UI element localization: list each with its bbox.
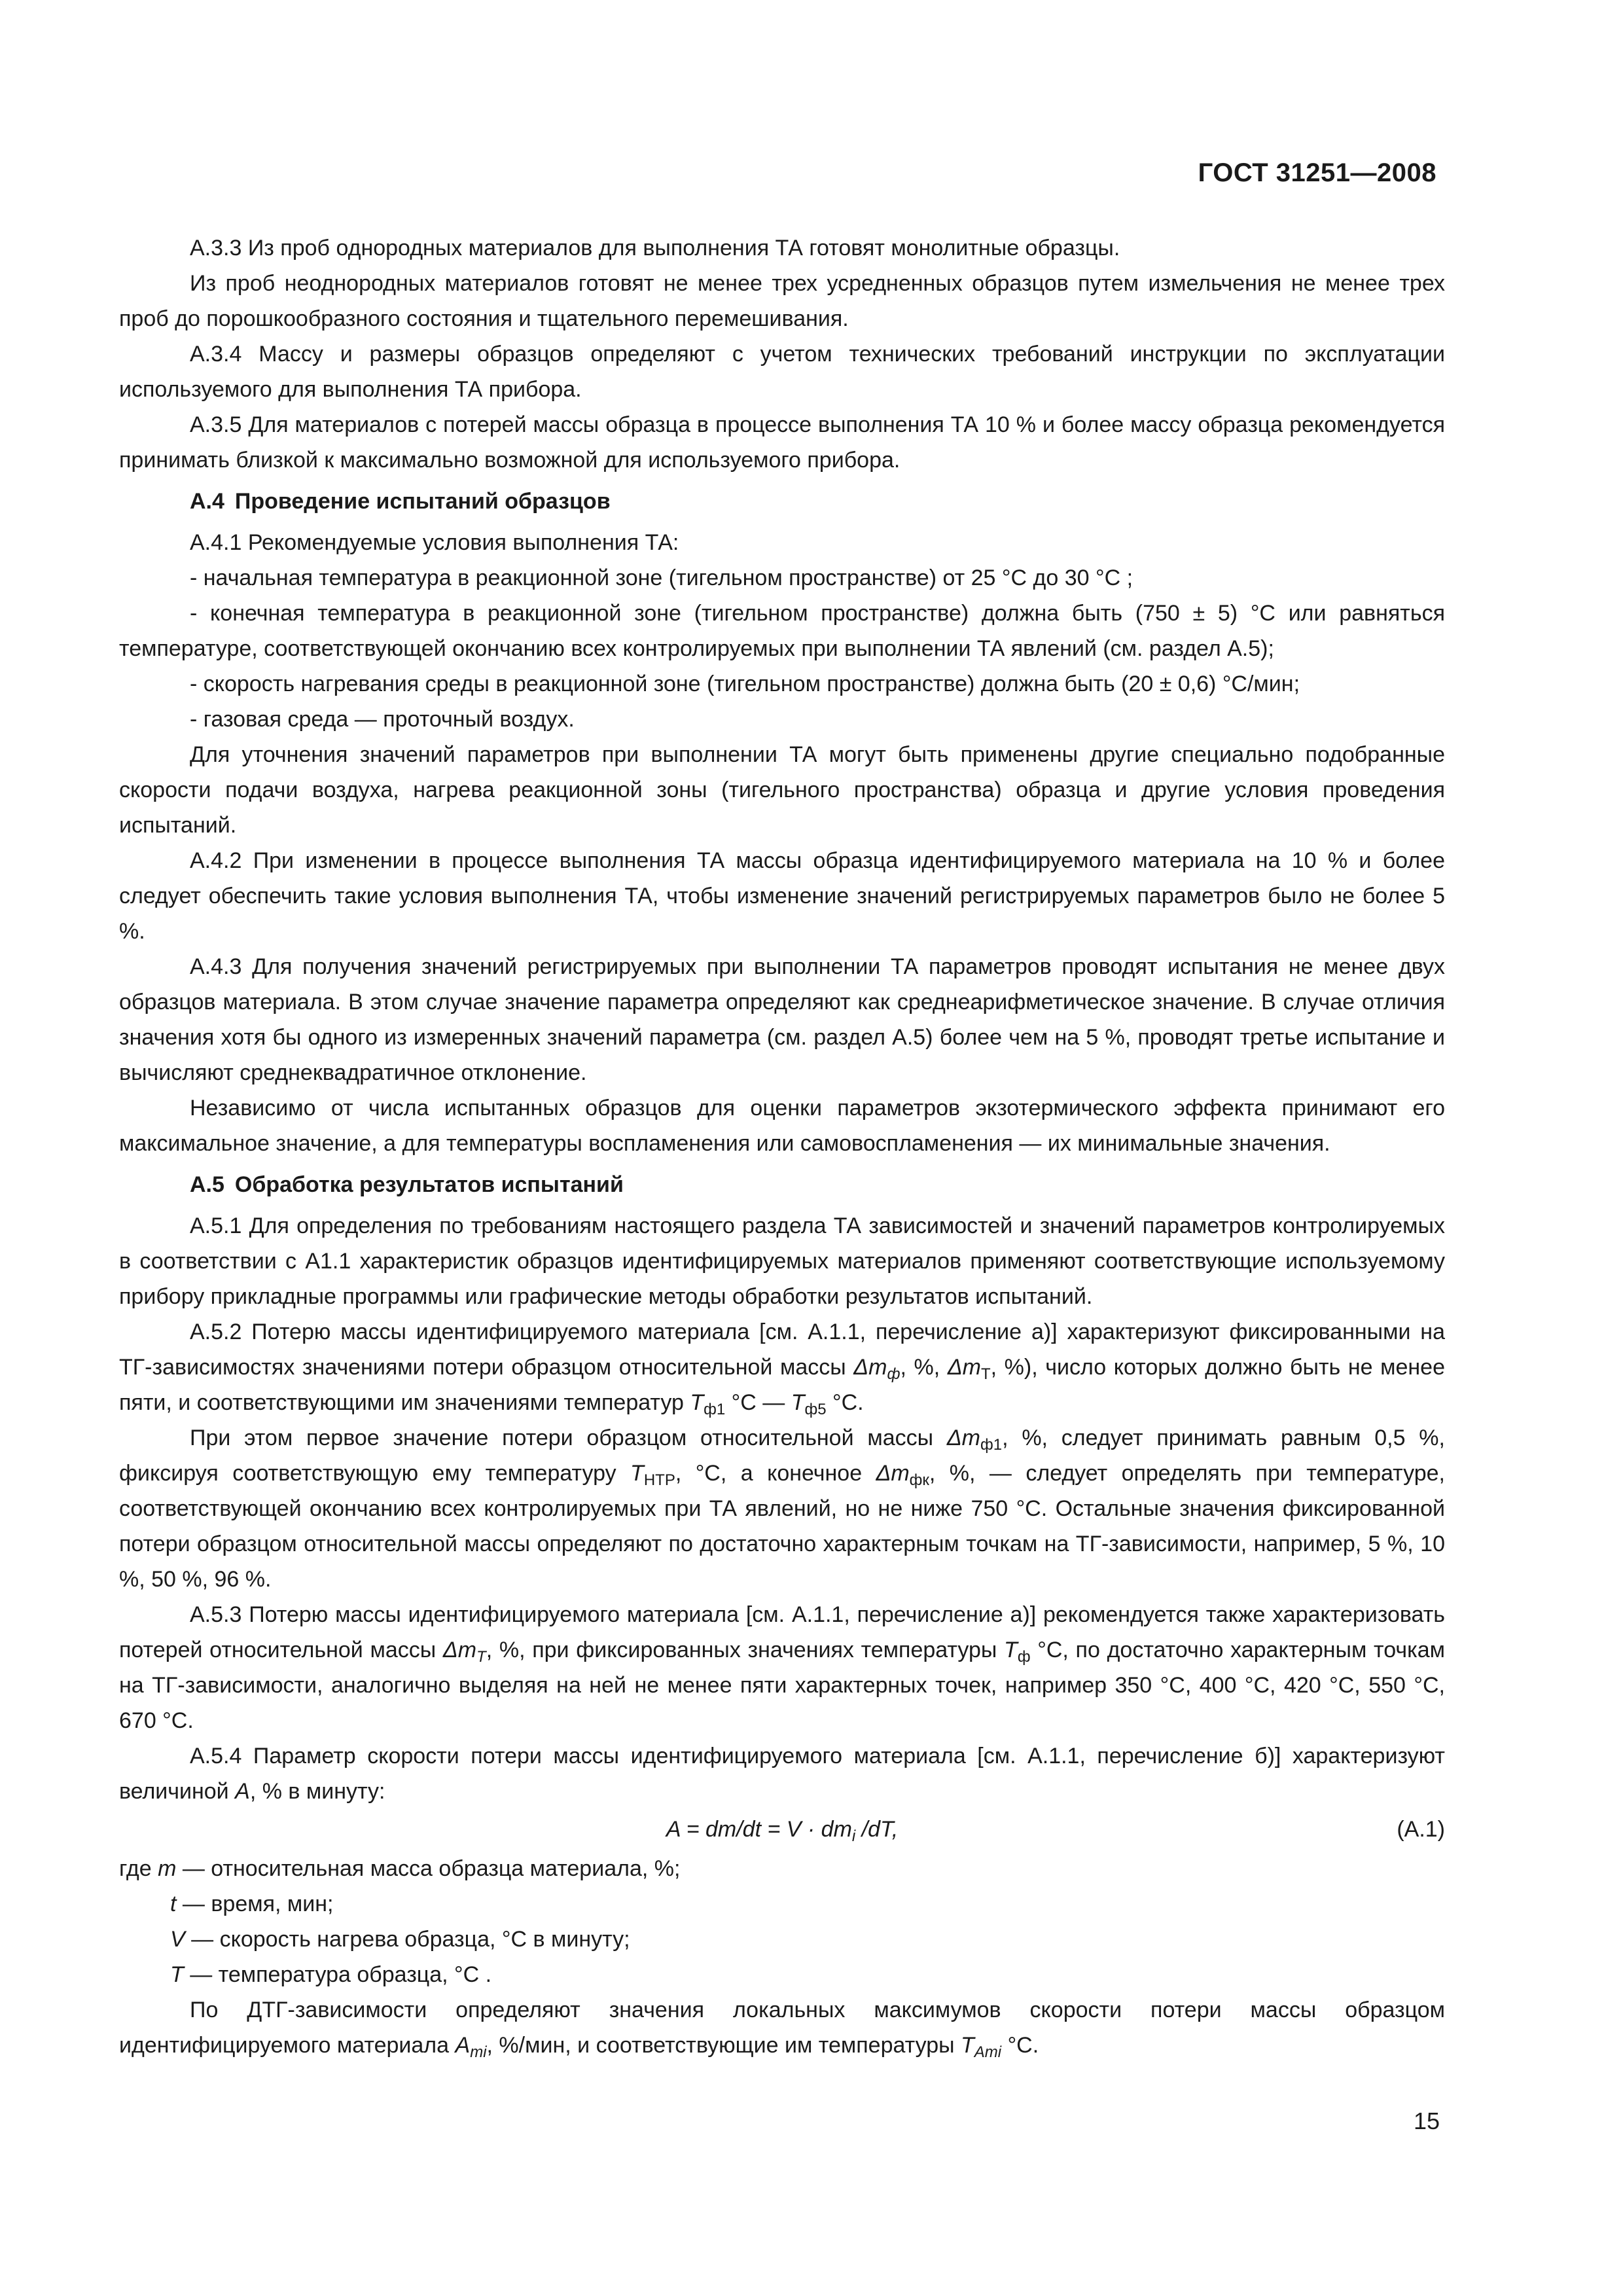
formula-number: (А.1) [1397,1817,1445,1842]
paragraph-a43: А.4.3 Для получения значений регистрируемых при выполнении ТА параметров проводят испытания не менее двух образцов материала. В этом случае значение параметра определяют как среднеарифметическое значение. В случае отличия значения хотя бы одного из измеренных значений параметра (см. раздел А.5) более чем на 5 %, проводят третье испытание и вычисляют среднеквадратичное отклонение. [119,954,1445,1085]
list-item: - конечная температура в реакционной зоне (тигельном пространстве) должна быть (750 ± 5) °С или равняться температуре, соответствующей окончанию всех контролируемых при выполнении ТА явлений (см. раздел А.5); [119,601,1445,661]
paragraph-a41-note: Для уточнения значений параметров при выполнении ТА могут быть применены другие специально подобранные скорости подачи воздуха, нагрева реакционной зоны (тигельного пространства) образца и другие условия проведения испытаний. [119,742,1445,838]
where-line: T — температура образца, °С . [170,1962,492,1987]
section-number: А.4 [190,489,224,514]
paragraph-a52-2: При этом первое значение потери образцом относительной массы $\Delta m_{ф1}$, %, следует принимать равным 0,5 %, фиксируя соответствующую ему температуру $T_{НТР}$, °С, а конечное $\Delta m_{фк}$, %, — следует определять при температуре, соответствующей окончанию всех контролируемых при ТА явлений, но не ниже 750 °С. Остальные значения фиксированной потери образцом относительной массы определяют по достаточно характерным точкам на ТГ-зависимости, например, 5 %, 10 %, 50 %, 96 %. [119,1426,1445,1592]
paragraph-a53: А.5.3 Потерю массы идентифицируемого материала [см. А.1.1, перечисление а)] рекомендуется также характеризовать потерей относительной массы $\Delta m_T$, %, при фиксированных значениях температуры $T_ф$ °С, по достаточно характерным точкам на ТГ-зависимости, аналогично выделяя на ней не менее пяти характерных точек, например 350 °С, 400 °С, 420 °С, 550 °С, 670 °С. [119,1602,1445,1733]
paragraph-a35: А.3.5 Для материалов с потерей массы образца в процессе выполнения ТА 10 % и более массу образца рекомендуется принимать близкой к максимально возможной для используемого прибора. [119,412,1445,473]
section-title: Проведение испытаний образцов [234,489,611,514]
formula-a1 [119,1812,1445,1848]
paragraph-a34: А.3.4 Массу и размеры образцов определяют с учетом технических требований инструкции по эксплуатации используемого для выполнения ТА прибора. [119,342,1445,402]
section-heading-a5 [119,1167,1445,1202]
paragraph-a43-2: Независимо от числа испытанных образцов для оценки параметров экзотермического эффекта принимают его максимальное значение, а для температуры воспламенения или самовоспламенения — их минимальные значения. [119,1096,1445,1156]
where-line: V — скорость нагрева образца, °С в минуту; [170,1927,630,1952]
section-number: А.5 [190,1172,224,1197]
page-content [119,230,1445,2063]
page-number: 15 [1413,2108,1440,2134]
where-line: где m — относительная масса образца материала, %; [119,1856,681,1881]
standard-header: ГОСТ 31251—2008 [1198,158,1436,187]
where-line: t — время, мин; [170,1892,334,1916]
list-item: - газовая среда — проточный воздух. [190,707,575,732]
paragraph-a51: А.5.1 Для определения по требованиям настоящего раздела ТА зависимостей и значений параметров контролируемых в соответствии с А1.1 характеристик образцов идентифицируемых материалов применяют соответствующие используемому прибору прикладные программы или графические методы обработки результатов испытаний. [119,1213,1445,1309]
list-item: - скорость нагревания среды в реакционной зоне (тигельном пространстве) должна быть (20 ± 0,6) °С/мин; [190,672,1300,696]
paragraph-a54: А.5.4 Параметр скорости потери массы идентифицируемого материала [см. А.1.1, перечисление б)] характеризуют величиной A, % в минуту: [119,1744,1445,1804]
paragraph-a41: А.4.1 Рекомендуемые условия выполнения ТА: [190,530,679,555]
paragraph-final: По ДТГ-зависимости определяют значения локальных максимумов скорости потери массы образцом идентифицируемого материала $A_{mi}$, %/мин, и соответствующие им температуры $T_{Ami}$ °С. [119,1998,1445,2061]
section-heading-a4 [119,484,1445,519]
paragraph-a52: А.5.2 Потерю массы идентифицируемого материала [см. А.1.1, перечисление а)] характеризуют фиксированными на ТГ-зависимостях значениями потери образцом относительной массы $\Delta m_ф$, %, $\Delta m_Т$, %), число которых должно быть не менее пяти, и соответствующими им значениями температур $T_{ф1}$ °С — $T_{ф5}$ °С. [119,1319,1445,1418]
paragraph-a33: А.3.3 Из проб однородных материалов для выполнения ТА готовят монолитные образцы. [190,236,1120,260]
formula-expression: $A = dm/dt = V \cdot dm_i$ /dT, [666,1817,899,1845]
paragraph-a42: А.4.2 При изменении в процессе выполнения ТА массы образца идентифицируемого материала на 10 % и более следует обеспечить такие условия выполнения ТА, чтобы изменение значений регистрируемых параметров было не более 5 %. [119,848,1445,944]
paragraph-a33-2: Из проб неоднородных материалов готовят не менее трех усредненных образцов путем измельчения не менее трех проб до порошкообразного состояния и тщательного перемешивания. [119,271,1445,331]
list-item: - начальная температура в реакционной зоне (тигельном пространстве) от 25 °С до 30 °С ; [190,565,1133,590]
section-title: Обработка результатов испытаний [234,1172,624,1197]
